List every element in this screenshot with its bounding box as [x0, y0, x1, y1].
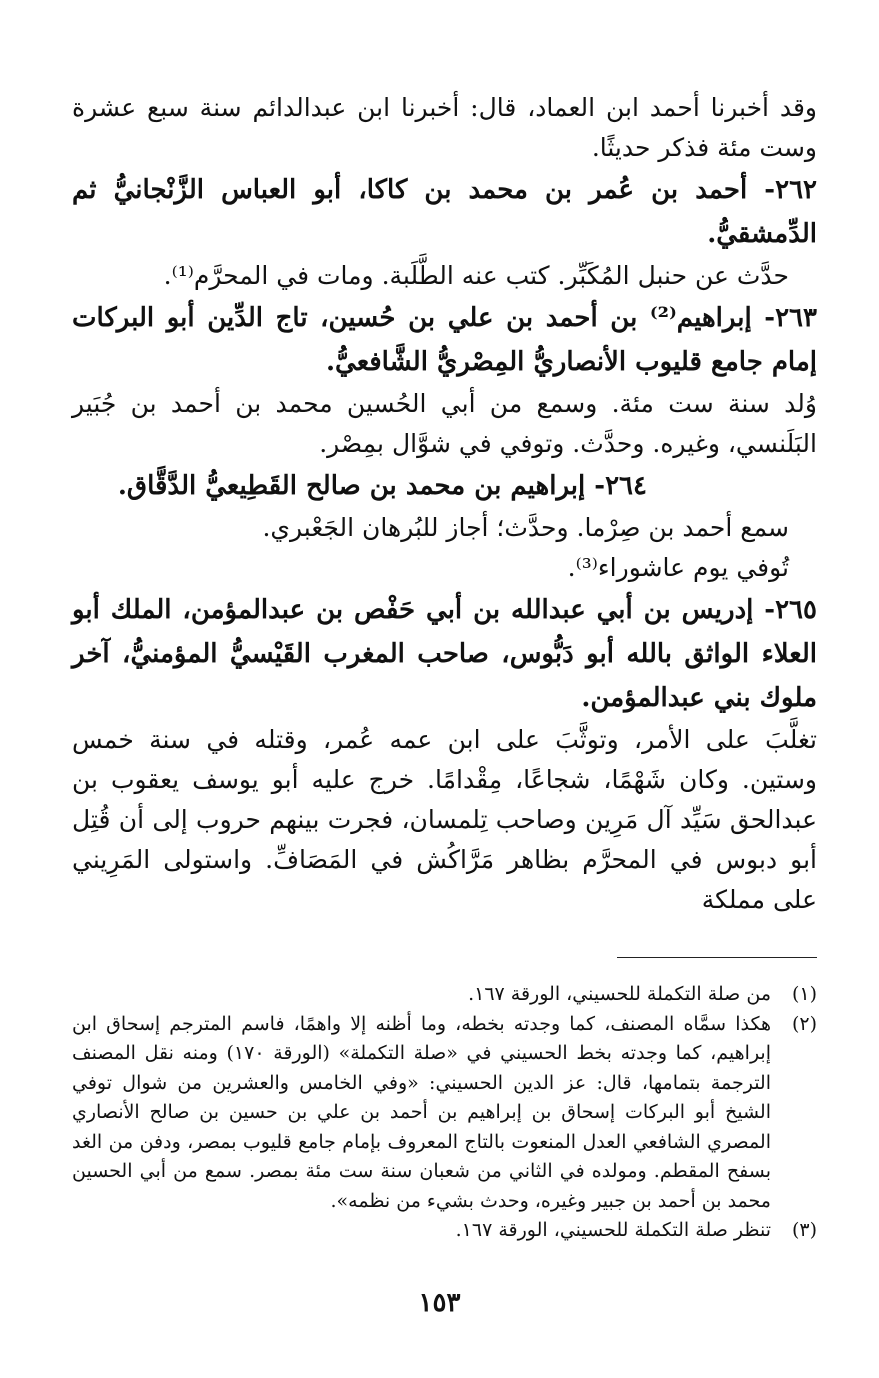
entry-265-text: تغلَّبَ على الأمر، وتوثَّبَ على ابن عمه عُمر، وقتله في سنة خمس وستين. وكان شَهْمًا، شجاعًا، مِقْدامًا. خرج عليه أبو يوسف يعقوب بن عبدالحق سَيِّد آل مَرِين وصاحب تِلمسان، فجرت بينهم حروب إلى أن قُتِل أبو دبوس في المحرَّم بظاهر مَرَّاكُش في المَصَافِّ. واستولى المَرِيني على مملكة — [72, 725, 817, 914]
footnotes — [72, 980, 817, 1246]
entry-262-text: حدَّث عن حنبل المُكَبِّر. كتب عنه الطَّلَبة. ومات في المحرَّم⁽¹⁾. — [163, 261, 789, 290]
footnote-separator — [617, 957, 817, 958]
entry-262-heading: ٢٦٢- أحمد بن عُمر بن محمد بن كاكا، أبو العباس الزَّنْجانيُّ ثم الدِّمشقيُّ. — [72, 175, 818, 249]
entry-264-death: تُوفي يوم عاشوراء⁽³⁾. — [567, 553, 789, 582]
footnote-3 — [72, 1216, 817, 1246]
footnote-number: (٣) — [791, 1219, 817, 1241]
entry-265-heading: ٢٦٥- إدريس بن أبي عبدالله بن أبي حَفْص بن عبدالمؤمن، الملك أبو العلاء الواثق بالله أبو دَبُّوس، صاحب المغرب القَيْسيُّ المؤمنيُّ، آخر ملوك بني عبدالمؤمن. — [72, 595, 817, 713]
entry-263-text: وُلد سنة ست مئة. وسمع من أبي الحُسين محمد بن أحمد بن جُبَير البَلَنسي، وغيره. وحدَّث. وتوفي في شوَّال بمِصْر. — [72, 389, 817, 458]
footnote-text: من صلة التكملة للحسيني، الورقة ١٦٧. — [468, 983, 771, 1005]
entry-264-text: سمع أحمد بن صِرْما. وحدَّث؛ أجاز للبُرهان الجَعْبري. — [262, 513, 789, 542]
footnote-2 — [72, 1010, 817, 1217]
footnote-number: (٢) — [791, 1012, 817, 1035]
footnote-1 — [72, 980, 817, 1010]
entry-263-heading: ٢٦٣- إبراهيم⁽²⁾ بن أحمد بن علي بن حُسين، تاج الدِّين أبو البركات إمام جامع قليوب الأنصاريُّ المِصْريُّ الشَّافعيُّ. — [72, 303, 817, 377]
intro-paragraph: وقد أخبرنا أحمد ابن العماد، قال: أخبرنا ابن عبدالدائم سنة سبع عشرة وست مئة فذكر حديثًا. — [72, 93, 817, 162]
entry-264-heading: ٢٦٤- إبراهيم بن محمد بن صالح القَطِيعيُّ الدَّقَّاق. — [117, 471, 647, 501]
footnote-text: تنظر صلة التكملة للحسيني، الورقة ١٦٧. — [455, 1219, 771, 1241]
main-text — [72, 88, 817, 920]
page-number: ١٥٣ — [418, 1288, 461, 1318]
footnote-number: (١) — [791, 983, 817, 1005]
footnote-text: هكذا سمَّاه المصنف، كما وجدته بخطه، وما أظنه إلا واهمًا، فاسم المترجم إسحاق ابن إبراهيم، كما وجدته بخط الحسيني في «صلة التكملة» (الورقة ١٧٠) ومنه نقل المصنف الترجمة بتمامها، قال: عز الدين الحسيني: «وفي الخامس والعشرين من شوال توفي الشيخ أبو البركات إسحاق بن إبراهيم بن أحمد بن علي بن حسين بن صالح الأنصاري المصري الشافعي العدل المنعوت بالتاج المعروف بإمام جامع قليوب بمصر، ودفن من الغد بسفح المقطم. ومولده في الثاني من شعبان سنة ست مئة بمصر. سمع من أبي الحسين محمد بن أحمد بن جبير وغيره، وحدث بشيء من نظمه». — [72, 1012, 771, 1212]
